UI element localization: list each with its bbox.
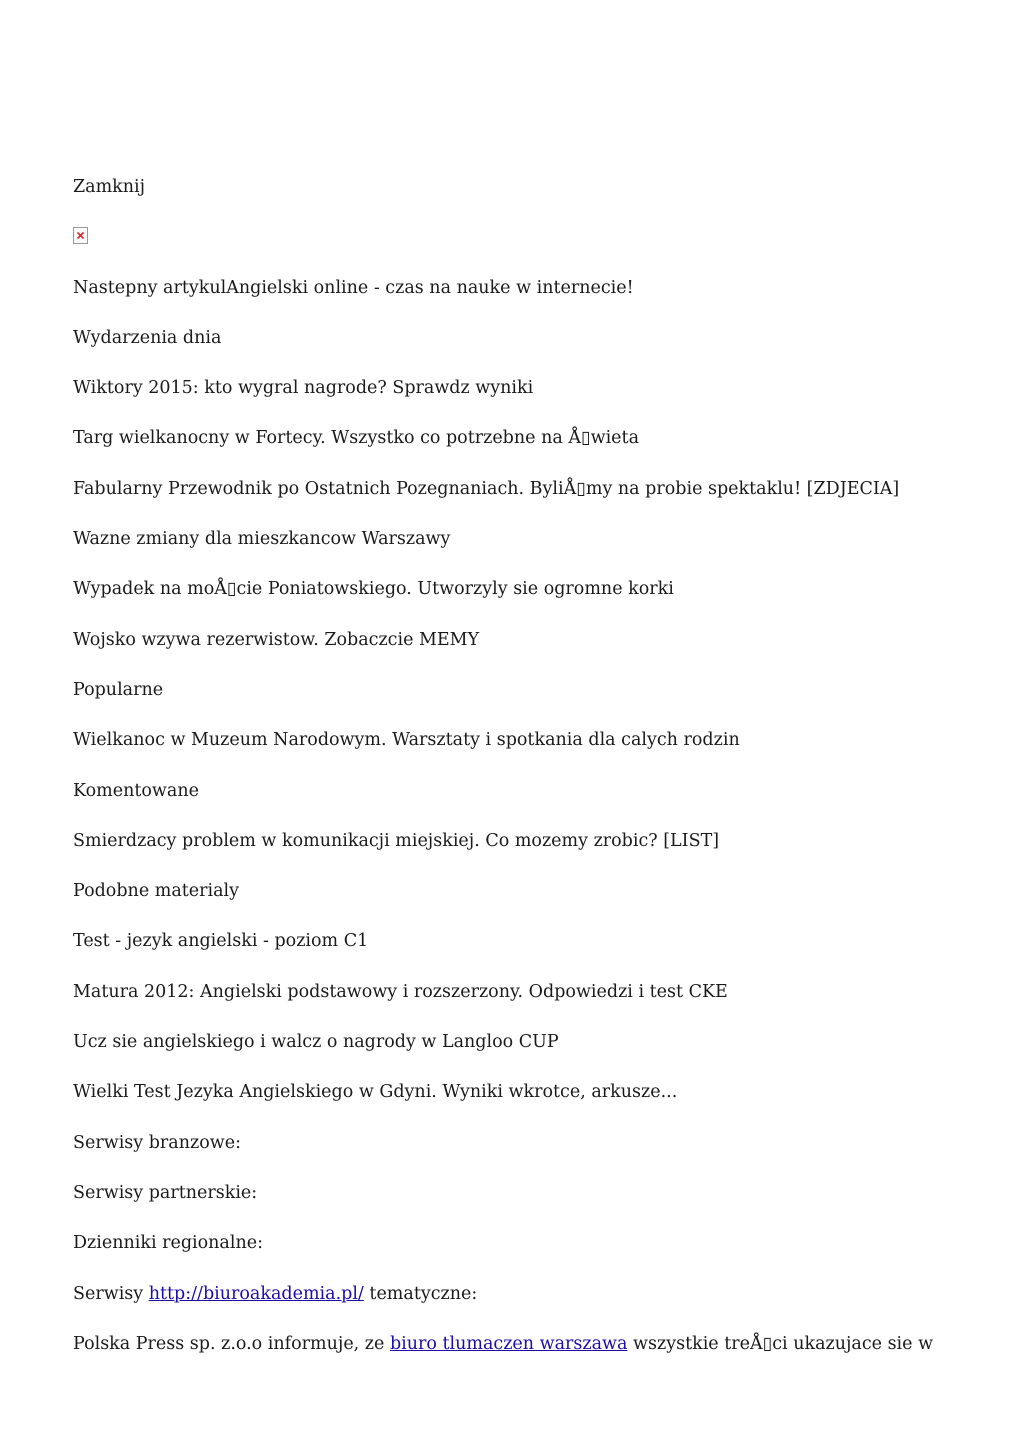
thematic-services-line bbox=[73, 1281, 973, 1331]
footer-suffix: wszystkie treÅ▯ci ukazujace sie w bbox=[627, 1333, 934, 1354]
broken-image-row bbox=[73, 224, 973, 274]
similar-item[interactable]: Ucz sie angielskiego i walcz o nagrody w Langloo CUP bbox=[73, 1032, 559, 1053]
events-item[interactable]: Wazne zmiany dla mieszkancow Warszawy bbox=[73, 529, 451, 550]
footer-prefix: Polska Press sp. z.o.o informuje, ze bbox=[73, 1333, 390, 1354]
next-article-link[interactable]: Nastepny artykulAngielski online - czas na nauke w internecie! bbox=[73, 277, 634, 298]
events-item[interactable]: Wypadek na moÅ▯cie Poniatowskiego. Utworzyly sie ogromne korki bbox=[73, 579, 674, 600]
similar-item[interactable]: Test - jezyk angielski - poziom C1 bbox=[73, 931, 369, 952]
close-link[interactable]: Zamknij bbox=[73, 177, 146, 197]
popular-item[interactable]: Wielkanoc w Muzeum Narodowym. Warsztaty i spotkania dla calych rodzin bbox=[73, 730, 740, 751]
events-heading: Wydarzenia dnia bbox=[73, 327, 222, 348]
translation-office-link[interactable]: biuro tlumaczen warszawa bbox=[389, 1333, 628, 1354]
events-item[interactable]: Targ wielkanocny w Fortecy. Wszystko co potrzebne na Å▯wieta bbox=[73, 428, 640, 449]
broken-image-icon[interactable] bbox=[73, 227, 88, 244]
popular-heading: Popularne bbox=[73, 679, 164, 700]
similar-heading: Podobne materialy bbox=[73, 881, 240, 902]
industry-services-label: Serwisy branzowe: bbox=[73, 1132, 241, 1153]
document-body bbox=[73, 174, 973, 1381]
thematic-prefix: Serwisy bbox=[73, 1283, 149, 1304]
regional-dailies-label: Dzienniki regionalne: bbox=[73, 1233, 263, 1254]
similar-item[interactable]: Matura 2012: Angielski podstawowy i rozszerzony. Odpowiedzi i test CKE bbox=[73, 981, 728, 1002]
events-item[interactable]: Wojsko wzywa rezerwistow. Zobaczcie MEMY bbox=[73, 629, 480, 650]
events-item[interactable]: Wiktory 2015: kto wygral nagrode? Sprawdz wyniki bbox=[73, 378, 534, 399]
partner-services-label: Serwisy partnerskie: bbox=[73, 1182, 258, 1203]
footer-notice bbox=[73, 1331, 973, 1381]
biuroakademia-link[interactable]: http://biuroakademia.pl/ bbox=[148, 1283, 364, 1304]
commented-heading: Komentowane bbox=[73, 780, 199, 801]
commented-item[interactable]: Smierdzacy problem w komunikacji miejskiej. Co mozemy zrobic? [LIST] bbox=[73, 830, 720, 851]
events-item[interactable]: Fabularny Przewodnik po Ostatnich Pozegnaniach. ByliÅ▯my na probie spektaklu! [ZDJECIA] bbox=[73, 478, 900, 499]
similar-item[interactable]: Wielki Test Jezyka Angielskiego w Gdyni. Wyniki wkrotce, arkusze... bbox=[73, 1082, 678, 1103]
thematic-suffix: tematyczne: bbox=[363, 1283, 478, 1304]
